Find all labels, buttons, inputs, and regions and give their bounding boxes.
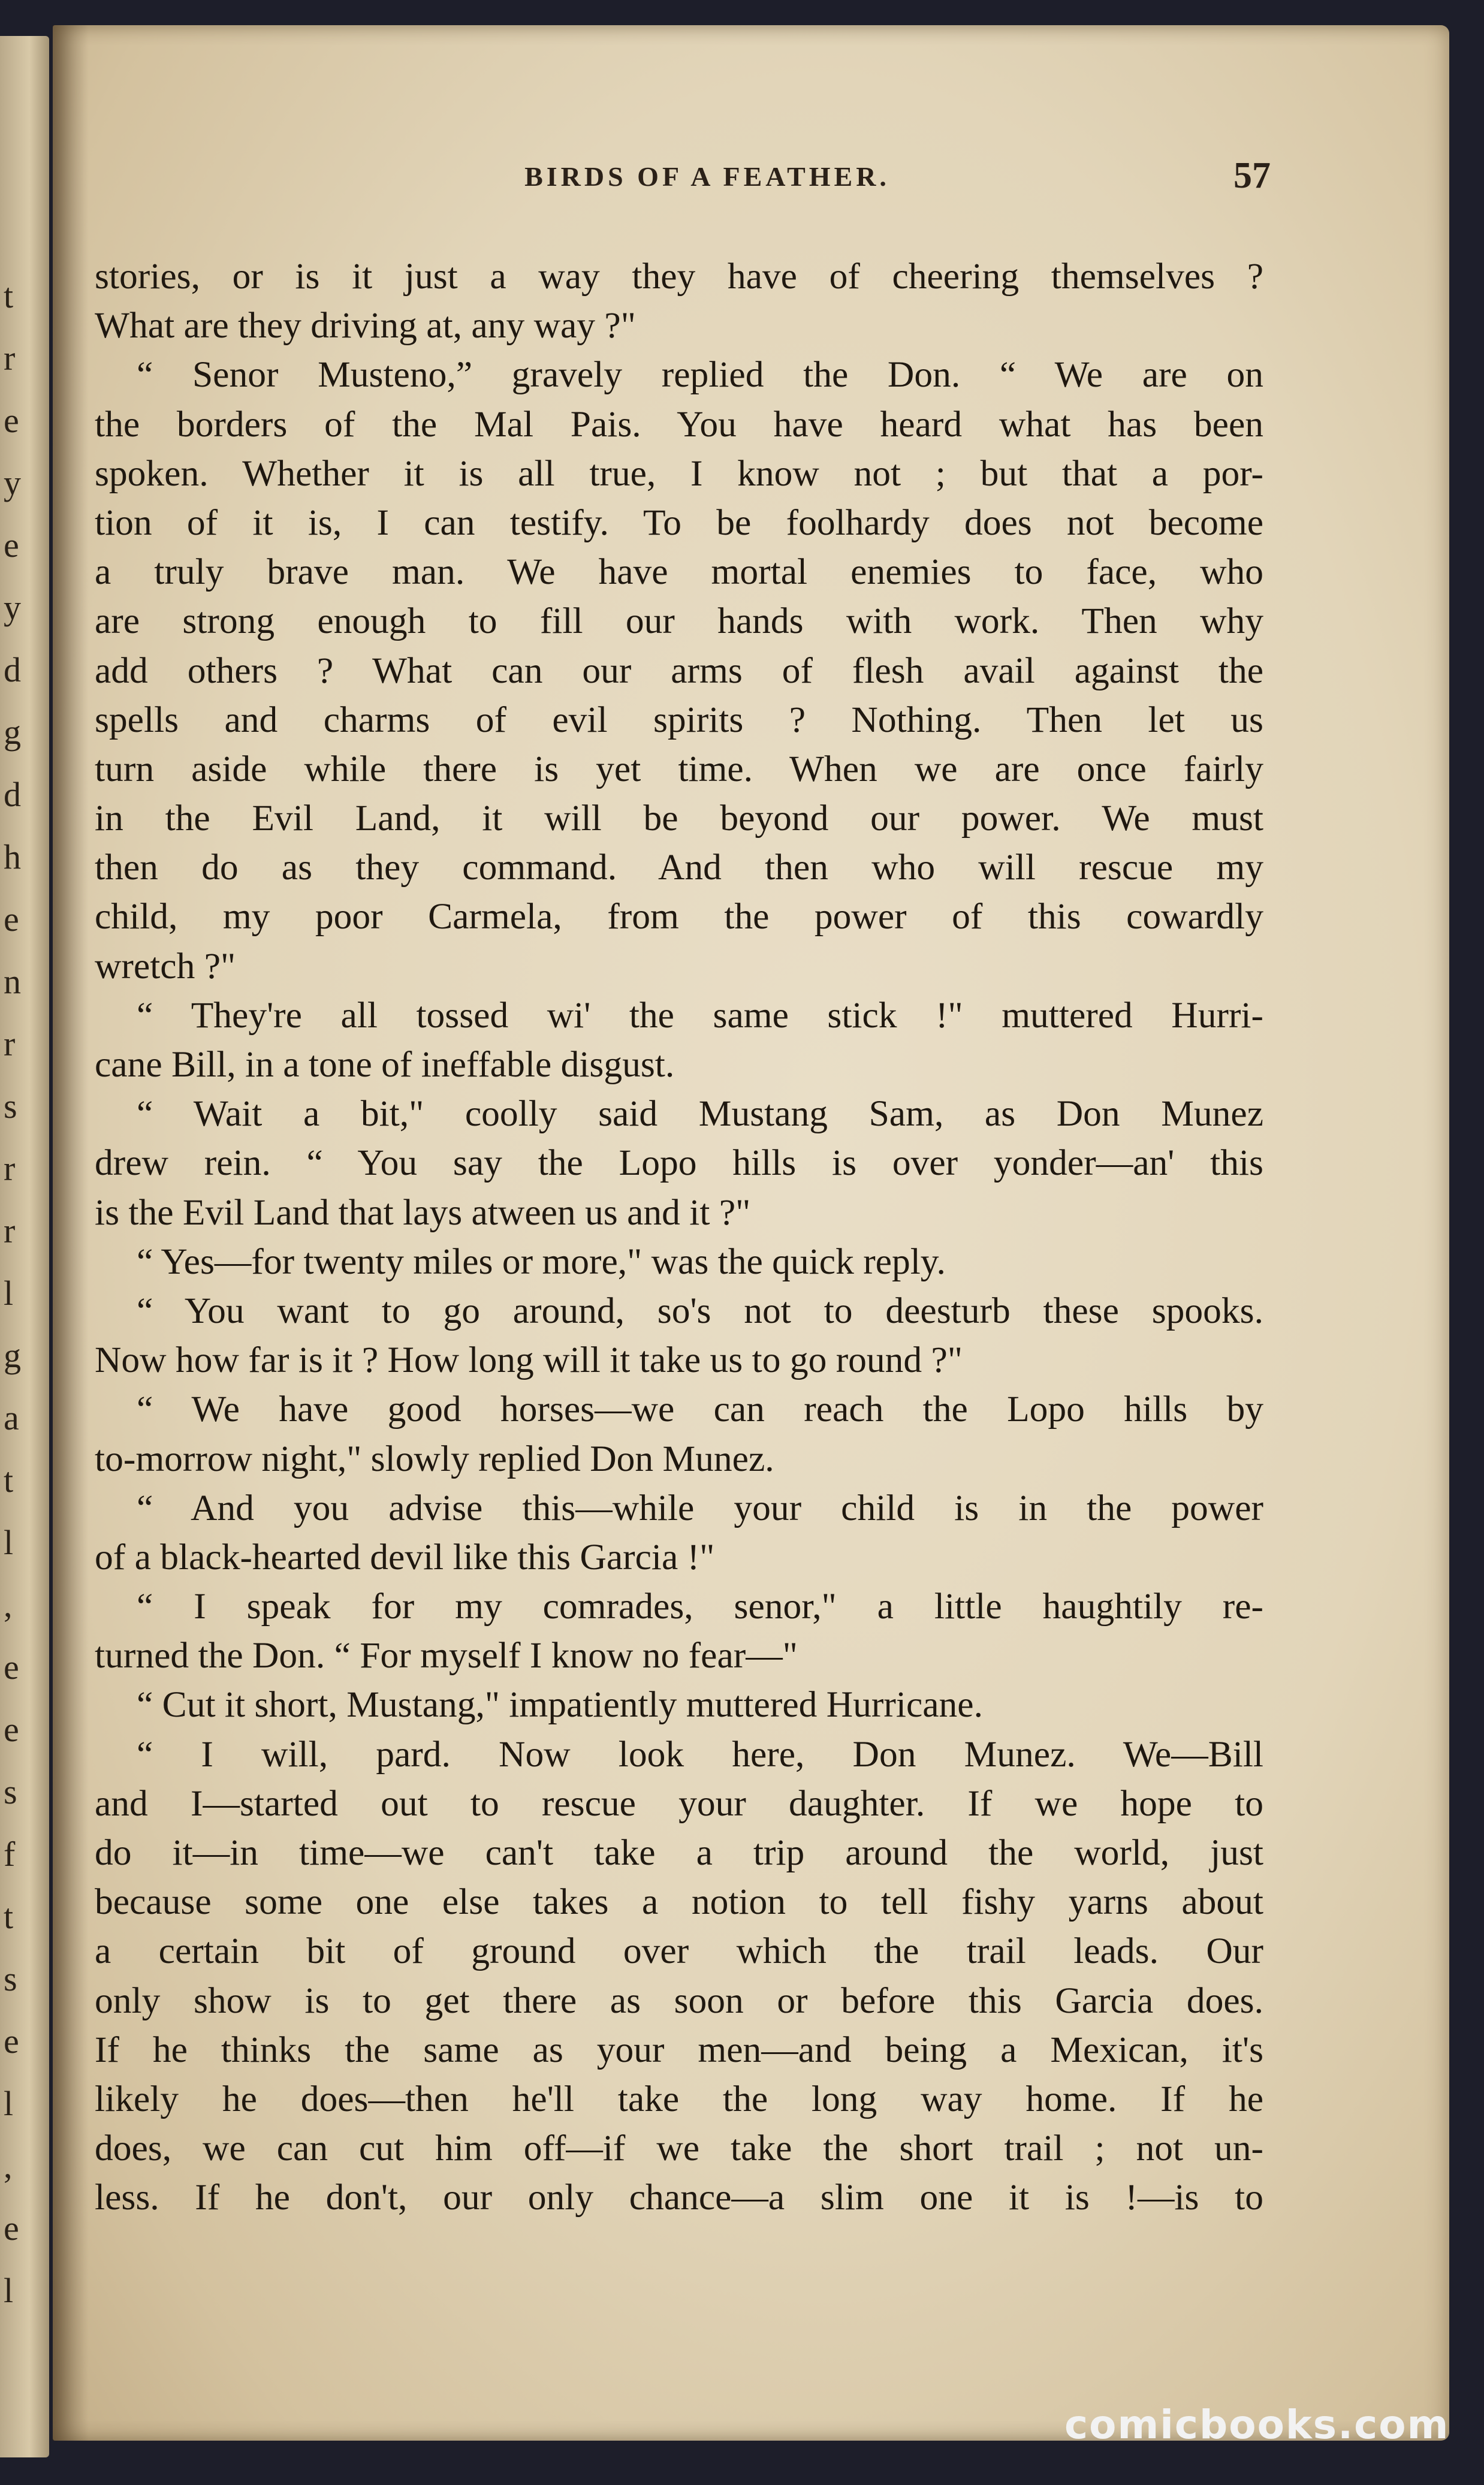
text-line: “ And you advise this—while your child is in the power bbox=[137, 1487, 1263, 1528]
facing-page-fragment: e bbox=[4, 1710, 19, 1749]
facing-page-fragment: e bbox=[4, 2209, 19, 2248]
text-line: drew rein. “ You say the Lopo hills is over yonder—an' this bbox=[95, 1142, 1263, 1184]
facing-page-fragment: y bbox=[4, 463, 21, 502]
text-line: to-morrow night," slowly replied Don Munez. bbox=[95, 1438, 774, 1479]
facing-page-fragment: h bbox=[4, 837, 21, 876]
text-line: only show is to get there as soon or before this Garcia does. bbox=[95, 1980, 1263, 2021]
watermark: comicbooks.com bbox=[1064, 2402, 1450, 2448]
text-line: wretch ?" bbox=[95, 945, 236, 987]
text-line: because some one else takes a notion to tell fishy yarns about bbox=[95, 1881, 1263, 1923]
text-line: the borders of the Mal Pais. You have heard what has been bbox=[95, 403, 1263, 445]
page-number: 57 bbox=[1233, 155, 1271, 196]
text-line: stories, or is it just a way they have of cheering themselves ? bbox=[95, 256, 1263, 297]
facing-page-edge bbox=[0, 36, 49, 2457]
text-line: “ I will, pard. Now look here, Don Munez. We—Bill bbox=[137, 1733, 1263, 1775]
text-line: “ Wait a bit," coolly said Mustang Sam, as Don Munez bbox=[137, 1093, 1263, 1135]
text-line: “ Yes—for twenty miles or more," was the quick reply. bbox=[137, 1241, 946, 1282]
facing-page-fragment: t bbox=[4, 1461, 14, 1500]
text-line: spells and charms of evil spirits ? Nothing. Then let us bbox=[95, 699, 1263, 740]
text-line: What are they driving at, any way ?" bbox=[95, 305, 636, 346]
text-line: child, my poor Carmela, from the power of this cowardly bbox=[95, 896, 1263, 937]
text-line: likely he does—then he'll take the long way home. If he bbox=[95, 2078, 1263, 2119]
facing-page-fragment: a bbox=[4, 1398, 19, 1437]
text-line: spoken. Whether it is all true, I know not ; but that a por- bbox=[95, 453, 1263, 494]
facing-page-fragment: e bbox=[4, 900, 19, 939]
text-line: “ You want to go around, so's not to deesturb these spooks. bbox=[137, 1290, 1263, 1331]
text-line: in the Evil Land, it will be beyond our power. We must bbox=[95, 798, 1263, 839]
text-line: add others ? What can our arms of flesh avail against the bbox=[95, 650, 1263, 691]
facing-page-fragment: l bbox=[4, 1274, 14, 1313]
text-line: “ Cut it short, Mustang," impatiently muttered Hurricane. bbox=[137, 1684, 983, 1726]
facing-page-fragment: , bbox=[4, 2146, 13, 2185]
text-line: does, we can cut him off—if we take the short trail ; not un- bbox=[95, 2128, 1263, 2169]
text-line: turn aside while there is yet time. When we are once fairly bbox=[95, 748, 1263, 789]
page-gutter-shadow bbox=[53, 25, 89, 2441]
facing-page-fragment: e bbox=[4, 1648, 19, 1687]
facing-page-fragment: f bbox=[4, 1835, 16, 1874]
text-line: Now how far is it ? How long will it take us to go round ?" bbox=[95, 1340, 963, 1381]
text-line: cane Bill, in a tone of ineffable disgust. bbox=[95, 1044, 675, 1085]
text-line: is the Evil Land that lays atween us and it ?" bbox=[95, 1192, 751, 1233]
facing-page-fragment: s bbox=[4, 1772, 17, 1811]
facing-page-fragment: g bbox=[4, 713, 21, 752]
facing-page-fragment: r bbox=[4, 1211, 16, 1250]
facing-page-fragment: r bbox=[4, 339, 16, 378]
facing-page-fragment: n bbox=[4, 962, 21, 1001]
facing-page-fragment: t bbox=[4, 1897, 14, 1936]
text-line: tion of it is, I can testify. To be foolhardy does not become bbox=[95, 502, 1263, 543]
facing-page-fragment: s bbox=[4, 1959, 17, 1998]
facing-page-fragment: , bbox=[4, 1585, 13, 1624]
facing-page-fragment: e bbox=[4, 2022, 19, 2061]
running-head: BIRDS OF A FEATHER. bbox=[524, 161, 890, 192]
text-line: of a black-hearted devil like this Garcia !" bbox=[95, 1536, 715, 1578]
text-line: “ Senor Musteno,” gravely replied the Don. “ We are on bbox=[137, 354, 1263, 396]
facing-page-fragment: g bbox=[4, 1336, 21, 1375]
facing-page-fragment: l bbox=[4, 2271, 14, 2310]
facing-page-fragment: e bbox=[4, 526, 19, 565]
text-line: If he thinks the same as your men—and being a Mexican, it's bbox=[95, 2029, 1263, 2070]
text-line: “ We have good horses—we can reach the Lopo hills by bbox=[137, 1389, 1263, 1430]
facing-page-fragment: r bbox=[4, 1149, 16, 1188]
text-line: less. If he don't, our only chance—a slim one it is !—is to bbox=[95, 2177, 1263, 2218]
facing-page-fragment: e bbox=[4, 401, 19, 440]
text-line: then do as they command. And then who will rescue my bbox=[95, 847, 1263, 888]
facing-page-fragment: d bbox=[4, 650, 21, 689]
text-line: “ I speak for my comrades, senor," a little haughtily re- bbox=[137, 1586, 1263, 1627]
text-line: do it—in time—we can't take a trip around the world, just bbox=[95, 1832, 1263, 1873]
facing-page-fragment: l bbox=[4, 1523, 14, 1562]
text-line: turned the Don. “ For myself I know no fear—" bbox=[95, 1635, 798, 1676]
body-text bbox=[95, 252, 1263, 2222]
facing-page-fragment: t bbox=[4, 276, 14, 315]
text-line: a certain bit of ground over which the trail leads. Our bbox=[95, 1931, 1263, 1972]
text-line: “ They're all tossed wi' the same stick !" muttered Hurri- bbox=[137, 994, 1263, 1036]
facing-page-fragment: r bbox=[4, 1024, 16, 1063]
facing-page-fragment: y bbox=[4, 588, 21, 627]
facing-page-fragment: s bbox=[4, 1087, 17, 1126]
text-line: a truly brave man. We have mortal enemies to face, who bbox=[95, 551, 1263, 593]
facing-page-fragment: d bbox=[4, 775, 21, 814]
text-line: are strong enough to fill our hands with work. Then why bbox=[95, 601, 1263, 642]
facing-page-fragment: l bbox=[4, 2084, 14, 2123]
text-line: and I—started out to rescue your daughter. If we hope to bbox=[95, 1783, 1263, 1824]
